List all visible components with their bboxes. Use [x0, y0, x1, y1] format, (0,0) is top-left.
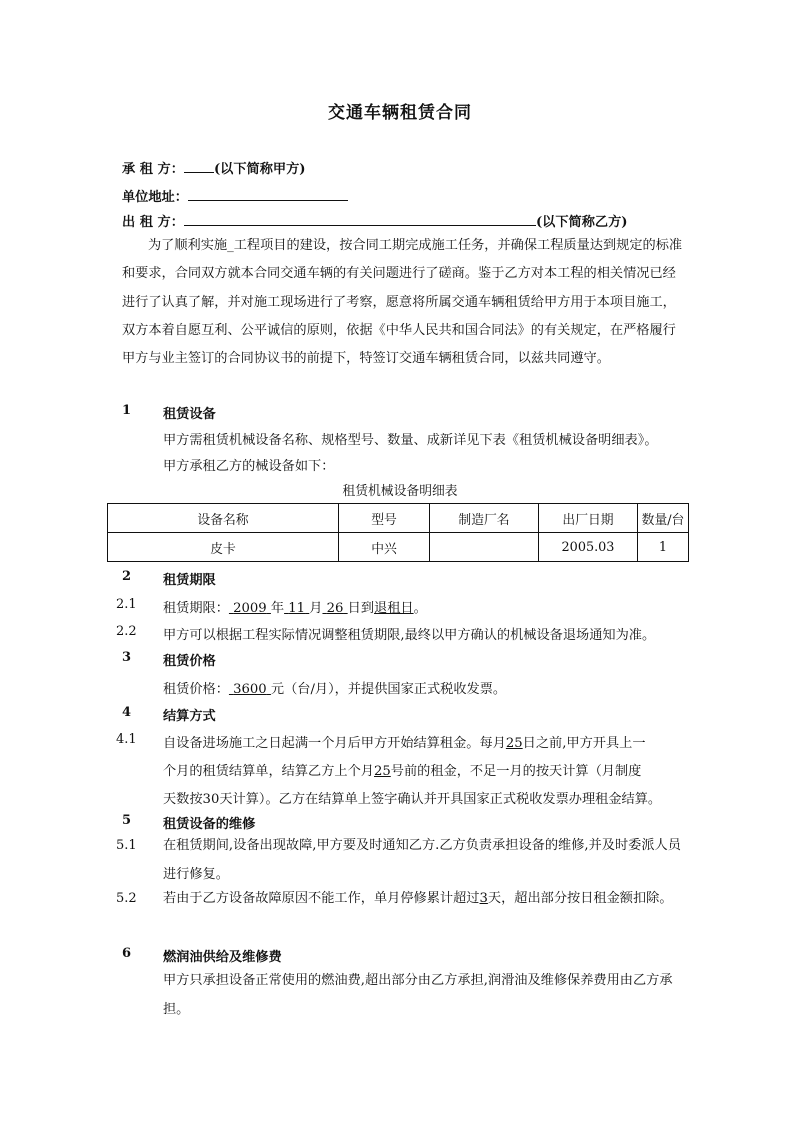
clause-5-1-number: 5.1 — [116, 838, 137, 853]
section-5-number: 5 — [122, 813, 132, 828]
price-value — [229, 682, 271, 697]
lessee-blank — [184, 158, 214, 173]
clause-4-1-number: 4.1 — [116, 732, 137, 747]
table-caption: 租赁机械设备明细表 — [342, 484, 458, 499]
header-cell: 制造厂名 — [430, 504, 539, 533]
document-title: 交通车辆租赁合同 — [328, 103, 472, 123]
clause-2-1-number: 2.1 — [116, 597, 137, 612]
settlement-text-2a: 个月的租赁结算单，结算乙方上个月 — [163, 764, 374, 779]
table-cell: 2005.03 — [539, 533, 638, 562]
table-cell: 1 — [638, 533, 689, 562]
clause-4-1-line-3: 天数按30天计算）。乙方在结算单上签字确认并开具国家正式税收发票办理租金结算。 — [163, 792, 662, 807]
price-tail: 元（台/月），并提供国家正式税收发票。 — [270, 682, 507, 697]
year-unit: 年 — [270, 601, 285, 616]
lease-start-month — [284, 601, 309, 616]
section-1-heading: 租赁设备 — [163, 407, 216, 422]
section-5-heading: 租赁设备的维修 — [163, 817, 256, 832]
day-unit: 日到 — [347, 601, 375, 616]
clause-2-2: 甲方可以根据工程实际情况调整租赁期限,最终以甲方确认的机械设备退场通知为准。 — [163, 628, 656, 643]
section-3-heading: 租赁价格 — [163, 654, 216, 669]
clause-2-2-number: 2.2 — [116, 624, 137, 639]
lease-start-day — [322, 601, 347, 616]
section-4-number: 4 — [122, 705, 132, 720]
table-cell: 皮卡 — [108, 533, 339, 562]
address-blank — [188, 186, 348, 201]
equipment-table — [107, 503, 689, 562]
settlement-day-2: 25 — [374, 764, 391, 779]
address-line — [122, 186, 348, 208]
year-value: 2009 — [233, 601, 267, 616]
lessee-label: 承 租 方： — [122, 162, 184, 177]
lessor-blank — [184, 211, 536, 226]
section-2-heading: 租赁期限 — [163, 573, 216, 588]
lessor-suffix: (以下简称乙方) — [535, 215, 628, 230]
table-cell — [430, 533, 539, 562]
intro-paragraph: 为了顺利实施_工程项目的建设，按合同工期完成施工任务，并确保工程质量达到规定的标准和要求，合同双方就本合同交通车辆的有关问题进行了磋商。鉴于乙方对本工程的相关情况已经进行了认真了解，并对施工现场进行了考察，愿意将所属交通车辆租赁给甲方用于本项目施工，双方本着自愿互利、公平诚信的原则，依据《中华人民共和国合同法》的有关规定，在严格履行甲方与业主签订的合同协议书的前提下，特签订交通车辆租赁合同，以兹共同遵守。 — [122, 238, 683, 367]
section-6-heading: 燃润油供给及维修费 — [163, 950, 282, 965]
lease-end-tail: 。 — [413, 601, 427, 616]
settlement-text-1a: 自设备进场施工之日起满一个月后甲方开始结算租金。每月 — [163, 736, 506, 751]
settlement-day-1: 25 — [505, 736, 523, 751]
month-unit: 月 — [309, 601, 323, 616]
clause-6-text: 甲方只承担设备正常使用的燃油费,超出部分由乙方承担,润滑油及维修保养费用由乙方承担。 — [163, 973, 673, 1017]
clause-5-2 — [163, 884, 688, 913]
repair-text-a: 若由于乙方设备故障原因不能工作，单月停修累计超过 — [163, 891, 480, 906]
clause-5-1: 在租赁期间,设备出现故障,甲方要及时通知乙方.乙方负责承担设备的维修,并及时委派人员进行修复。 — [163, 838, 681, 882]
settlement-text-2b: 号前的租金，不足一月的按天计算（月制度 — [390, 764, 642, 779]
section-1-number: 1 — [122, 403, 132, 418]
lessee-suffix: (以下简称甲方) — [213, 162, 306, 177]
table-row — [108, 533, 689, 562]
lease-start-year — [229, 601, 271, 616]
clause-2-1 — [163, 597, 427, 616]
month-value: 11 — [288, 601, 306, 616]
repair-text-b: 天，超出部分按日租金额扣除。 — [487, 891, 673, 906]
clause-4-1-line-1 — [163, 732, 646, 751]
header-cell: 出厂日期 — [539, 504, 638, 533]
price-number: 3600 — [233, 682, 267, 697]
lessor-label: 出 租 方： — [122, 215, 184, 230]
lease-end: 退租日 — [374, 601, 414, 616]
lessor-line — [122, 211, 628, 233]
address-label: 单位地址： — [122, 190, 188, 205]
table-header-row — [108, 504, 689, 533]
section-6-number: 6 — [122, 946, 132, 961]
lease-term-label: 租赁期限： — [163, 601, 229, 616]
section-3-number: 3 — [122, 650, 132, 665]
section-1-line-2: 甲方承租乙方的械设备如下： — [163, 459, 335, 474]
clause-4-1-line-2 — [163, 760, 641, 779]
lessee-line — [122, 158, 306, 180]
header-cell: 数量/台 — [638, 504, 689, 533]
day-value: 26 — [326, 601, 344, 616]
clause-3-price — [163, 678, 506, 697]
section-4-heading: 结算方式 — [163, 709, 216, 724]
section-1-line-1: 甲方需租赁机械设备名称、规格型号、数量、成新详见下表《租赁机械设备明细表》。 — [163, 433, 658, 448]
header-cell: 型号 — [339, 504, 430, 533]
clause-5-2-number: 5.2 — [116, 891, 137, 906]
repair-days: 3 — [479, 891, 488, 906]
settlement-text-1b: 日之前,甲方开具上一 — [522, 736, 646, 751]
header-cell: 设备名称 — [108, 504, 339, 533]
price-label: 租赁价格： — [163, 682, 229, 697]
table-cell: 中兴 — [339, 533, 430, 562]
section-2-number: 2 — [122, 569, 132, 584]
